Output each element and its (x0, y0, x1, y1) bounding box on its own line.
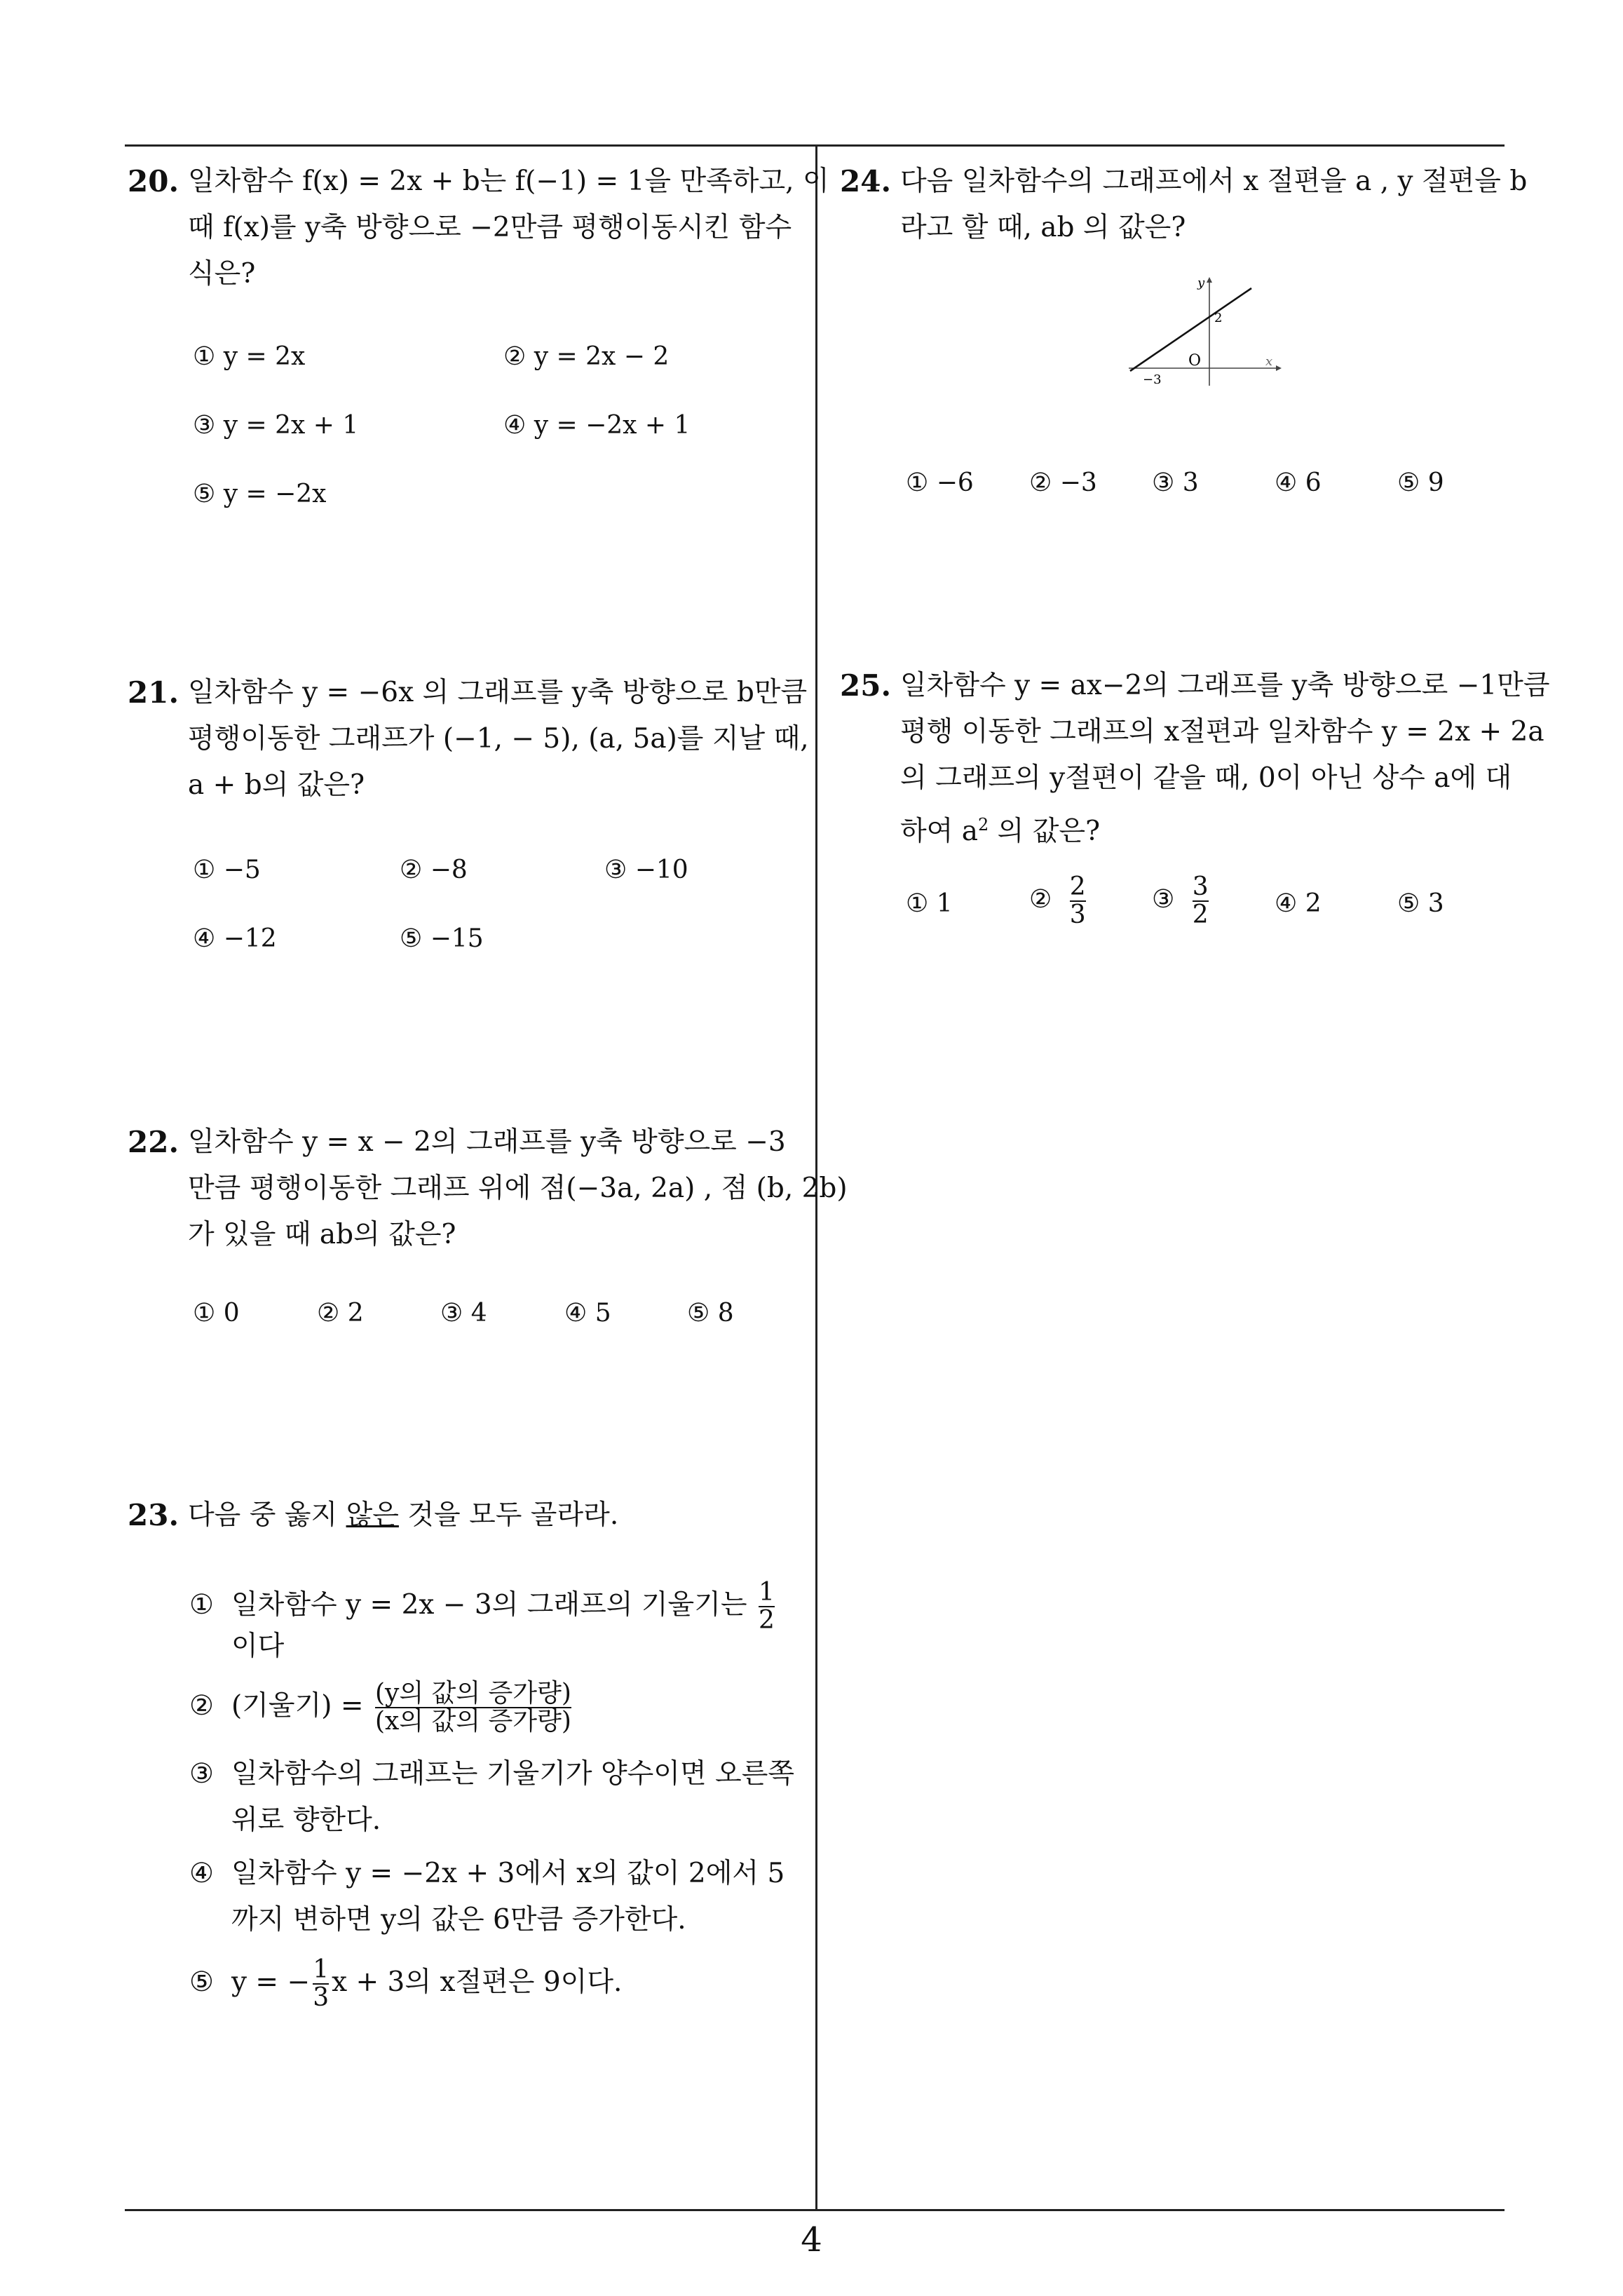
question-text: 가 있을 때 ab의 값은? (188, 1219, 456, 1250)
choice-4-continued: 까지 변하면 y의 값은 6만큼 증가한다. (231, 1904, 686, 1936)
choice-5[interactable]: ⑤ y = −2x (193, 480, 327, 508)
question-22 (128, 1119, 848, 1258)
question-text: 의 그래프의 y절편이 같을 때, 0이 아닌 상수 a에 대 (900, 762, 1512, 794)
choice-1[interactable]: ① y = 2x (193, 342, 306, 371)
question-25 (840, 663, 1550, 855)
x-intercept-label: −3 (1143, 372, 1162, 387)
top-rule (125, 144, 1505, 147)
question-text: 의 값은? (989, 816, 1101, 847)
question-number: 22. (128, 1125, 179, 1159)
question-24 (840, 158, 1528, 251)
choice-4[interactable]: ④ 5 (564, 1299, 611, 1328)
question-23 (128, 1492, 801, 1539)
choice-4[interactable]: ④ −12 (193, 924, 277, 953)
question-text: 때 f(x)를 y축 방향으로 −2만큼 평행이동시킨 함수 (188, 212, 792, 243)
question-number: 23. (128, 1498, 179, 1532)
question-text: 평행이동한 그래프가 (−1, − 5), (a, 5a)를 지날 때, (188, 723, 809, 755)
y-intercept-label: 2 (1214, 311, 1223, 325)
fraction: $\frac{1}{2}$ (758, 1578, 775, 1635)
choice-1[interactable]: ① 0 (193, 1299, 240, 1328)
question-number: 25. (840, 668, 892, 703)
choice-5[interactable] (189, 1957, 622, 2011)
choice-3[interactable]: ③ 3 (1152, 468, 1199, 497)
choice-3[interactable] (1152, 874, 1211, 928)
page-number: 4 (801, 2220, 822, 2260)
choice-label: ③ (1152, 884, 1175, 914)
fraction: $\frac{3}{2}$ (1192, 872, 1209, 929)
question-text: 일차함수 f(x) = 2x + b는 f(−1) = 1을 만족하고, 이 (188, 166, 829, 197)
question-text: 하여 a (900, 816, 978, 847)
choice-1[interactable]: ① 1 (906, 889, 953, 918)
choice-5[interactable]: ⑤ 3 (1397, 889, 1444, 918)
fraction: $\frac{\text{(y의 값의 증가량)}}{\text{(x의 값의 증가량)}}$ (374, 1679, 571, 1736)
choice-1[interactable]: ① −5 (193, 856, 261, 884)
question-text: 것을 모두 골라라. (398, 1499, 619, 1531)
choice-1-continued: 이다 (231, 1630, 285, 1662)
question-text: 다음 일차함수의 그래프에서 x 절편을 a , y 절편을 b (900, 166, 1528, 197)
choice-4[interactable]: ④ y = −2x + 1 (503, 411, 691, 440)
question-text: 라고 할 때, ab 의 값은? (900, 212, 1186, 243)
choice-2[interactable]: ② −8 (400, 856, 468, 884)
choice-5[interactable]: ⑤ 8 (687, 1299, 734, 1328)
choice-label: ⑤ (189, 1966, 214, 1998)
origin-label: O (1188, 352, 1202, 370)
choice-4[interactable]: ④ 2 (1275, 889, 1322, 918)
choice-label: ④ (189, 1858, 214, 1889)
question-text: 일차함수 y = ax−2의 그래프를 y축 방향으로 −1만큼 (900, 670, 1550, 701)
choice-label: ② (1029, 884, 1052, 914)
choice-3[interactable]: ③ 4 (440, 1299, 487, 1328)
choice-4[interactable] (189, 1853, 785, 1895)
question-text: 일차함수 y = x − 2의 그래프를 y축 방향으로 −3 (188, 1126, 786, 1158)
choice-text: (기울기) = (231, 1689, 364, 1722)
choice-label: ② (189, 1689, 214, 1722)
choice-2[interactable]: ② −3 (1029, 468, 1097, 497)
question-number: 20. (128, 164, 179, 198)
question-text: a + b의 값은? (188, 769, 365, 801)
choice-text: 일차함수 y = −2x + 3에서 x의 값이 2에서 5 (231, 1858, 785, 1889)
choice-2[interactable]: ② 2 (317, 1299, 364, 1328)
question-text: 평행 이동한 그래프의 x절편과 일차함수 y = 2x + 2a (900, 716, 1544, 748)
fraction: $\frac{1}{3}$ (313, 1955, 330, 2012)
underlined-word: 않은 (346, 1499, 399, 1531)
choice-2[interactable] (1029, 874, 1089, 928)
question-text: 일차함수 y = −6x 의 그래프를 y축 방향으로 b만큼 (188, 677, 808, 708)
choice-text: x + 3의 x절편은 9이다. (332, 1966, 623, 1998)
choice-1[interactable]: ① −6 (906, 468, 974, 497)
question-number: 24. (840, 164, 892, 198)
fraction: $\frac{2}{3}$ (1069, 872, 1086, 929)
choice-5[interactable]: ⑤ 9 (1397, 468, 1444, 497)
choice-3[interactable]: ③ y = 2x + 1 (193, 411, 359, 440)
choice-2[interactable] (189, 1680, 574, 1735)
choice-3-continued: 위로 향한다. (231, 1804, 381, 1836)
choice-5[interactable]: ⑤ −15 (400, 924, 484, 953)
choice-label: ① (189, 1588, 214, 1621)
choice-text: y = − (231, 1966, 311, 1998)
choice-3[interactable]: ③ −10 (604, 856, 688, 884)
x-axis-label: x (1265, 354, 1273, 369)
question-text: 식은? (188, 258, 256, 290)
exponent: 2 (978, 815, 989, 835)
choice-3[interactable] (189, 1753, 794, 1795)
choice-label: ③ (189, 1758, 214, 1790)
choice-4[interactable]: ④ 6 (1275, 468, 1322, 497)
y-axis-label: y (1197, 276, 1205, 290)
linear-graph-figure (1122, 270, 1290, 389)
question-number: 21. (128, 675, 179, 710)
question-text: 만큼 평행이동한 그래프 위에 점(−3a, 2a) , 점 (b, 2b) (188, 1173, 848, 1204)
question-text: 다음 중 옳지 (188, 1499, 346, 1531)
bottom-rule (125, 2209, 1505, 2211)
choice-text: 일차함수 y = 2x − 3의 그래프의 기울기는 (231, 1588, 747, 1621)
question-20 (128, 158, 829, 297)
choice-text: 일차함수의 그래프는 기울기가 양수이면 오른쪽 (231, 1758, 795, 1790)
question-21 (128, 670, 809, 809)
choice-2[interactable]: ② y = 2x − 2 (503, 342, 670, 371)
